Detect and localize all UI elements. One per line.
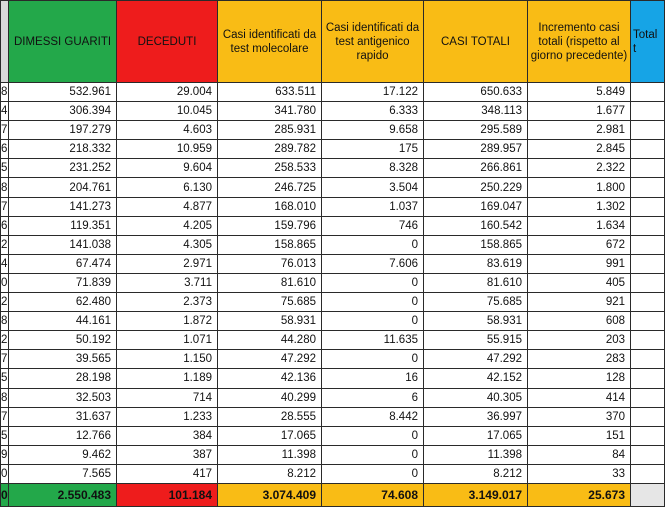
cell-molecolare: 158.865 — [218, 235, 322, 254]
cell-deceduti: 6.130 — [117, 178, 218, 197]
cell-incremento: 1.800 — [528, 178, 631, 197]
cell-cut: 7 — [1, 197, 9, 216]
cell-cut-right — [631, 121, 665, 140]
cell-totali: 160.542 — [424, 216, 528, 235]
cell-cut-right — [631, 159, 665, 178]
table-row — [1, 464, 665, 483]
cell-antigenico: 0 — [322, 312, 424, 331]
table-row — [1, 159, 665, 178]
cell-deceduti: 4.603 — [117, 121, 218, 140]
table-body — [1, 83, 665, 507]
cell-cut-right — [631, 426, 665, 445]
cell-incremento: 370 — [528, 407, 631, 426]
cell-deceduti: 714 — [117, 388, 218, 407]
table-row — [1, 216, 665, 235]
cell-dimessi: 28.198 — [9, 369, 117, 388]
cell-deceduti: 2.971 — [117, 254, 218, 273]
table-row — [1, 426, 665, 445]
cell-molecolare: 58.931 — [218, 312, 322, 331]
cell-totali: 289.957 — [424, 140, 528, 159]
cell-cut: 5 — [1, 426, 9, 445]
cell-dimessi: 31.637 — [9, 407, 117, 426]
cell-cut-right — [631, 350, 665, 369]
table-row — [1, 293, 665, 312]
cell-cut: 8 — [1, 83, 9, 102]
table-row — [1, 369, 665, 388]
cell-cut: 8 — [1, 178, 9, 197]
cell-incremento: 203 — [528, 331, 631, 350]
cell-antigenico: 0 — [322, 350, 424, 369]
cell-cut: 4 — [1, 102, 9, 121]
table-row — [1, 102, 665, 121]
cell-cut-right — [631, 273, 665, 292]
cell-antigenico: 0 — [322, 235, 424, 254]
cell-cut-right — [631, 464, 665, 483]
cell-deceduti: 10.959 — [117, 140, 218, 159]
cell-deceduti: 417 — [117, 464, 218, 483]
cell-incremento: 2.981 — [528, 121, 631, 140]
cell-antigenico: 0 — [322, 445, 424, 464]
cell-incremento: 5.849 — [528, 83, 631, 102]
cell-dimessi: 197.279 — [9, 121, 117, 140]
cell-dimessi: 32.503 — [9, 388, 117, 407]
table-row — [1, 121, 665, 140]
cell-molecolare: 285.931 — [218, 121, 322, 140]
cell-cut-right — [631, 369, 665, 388]
cell-cut-right — [631, 407, 665, 426]
cell-cut-right — [631, 197, 665, 216]
table-row — [1, 273, 665, 292]
cell-antigenico: 17.122 — [322, 83, 424, 102]
cell-antigenico: 0 — [322, 273, 424, 292]
cell-deceduti: 1.189 — [117, 369, 218, 388]
cell-deceduti: 10.045 — [117, 102, 218, 121]
cell-molecolare: 246.725 — [218, 178, 322, 197]
total-cell-molecolare: 3.074.409 — [218, 483, 322, 506]
cell-deceduti: 1.150 — [117, 350, 218, 369]
table-row — [1, 331, 665, 350]
cell-molecolare: 258.533 — [218, 159, 322, 178]
cell-antigenico: 9.658 — [322, 121, 424, 140]
cell-totali: 81.610 — [424, 273, 528, 292]
cell-cut: 6 — [1, 216, 9, 235]
table-row — [1, 83, 665, 102]
cell-totali: 47.292 — [424, 350, 528, 369]
table-row — [1, 140, 665, 159]
cell-molecolare: 47.292 — [218, 350, 322, 369]
cell-antigenico: 8.442 — [322, 407, 424, 426]
cell-cut-right — [631, 254, 665, 273]
cell-antigenico: 7.606 — [322, 254, 424, 273]
table-row — [1, 254, 665, 273]
cell-molecolare: 40.299 — [218, 388, 322, 407]
cell-cut: 9 — [1, 445, 9, 464]
cell-antigenico: 6.333 — [322, 102, 424, 121]
cell-dimessi: 9.462 — [9, 445, 117, 464]
cell-antigenico: 8.328 — [322, 159, 424, 178]
cell-totali: 348.113 — [424, 102, 528, 121]
cell-cut-right — [631, 102, 665, 121]
cell-molecolare: 76.013 — [218, 254, 322, 273]
header-casi-molecolare: Casi identificati da test molecolare — [218, 1, 322, 83]
cell-cut-right — [631, 235, 665, 254]
cell-cut: 5 — [1, 369, 9, 388]
cell-incremento: 1.634 — [528, 216, 631, 235]
cell-molecolare: 42.136 — [218, 369, 322, 388]
cell-antigenico: 3.504 — [322, 178, 424, 197]
cell-molecolare: 17.065 — [218, 426, 322, 445]
cell-dimessi: 71.839 — [9, 273, 117, 292]
cell-incremento: 672 — [528, 235, 631, 254]
header-casi-antigenico: Casi identificati da test antigenico rapido — [322, 1, 424, 83]
cell-dimessi: 12.766 — [9, 426, 117, 445]
cell-deceduti: 387 — [117, 445, 218, 464]
cell-dimessi: 67.474 — [9, 254, 117, 273]
cell-incremento: 283 — [528, 350, 631, 369]
cell-totali: 36.997 — [424, 407, 528, 426]
cell-totali: 8.212 — [424, 464, 528, 483]
cell-incremento: 608 — [528, 312, 631, 331]
cell-cut: 8 — [1, 388, 9, 407]
cell-deceduti: 4.305 — [117, 235, 218, 254]
cell-deceduti: 4.205 — [117, 216, 218, 235]
cell-cut: 5 — [1, 159, 9, 178]
cell-dimessi: 39.565 — [9, 350, 117, 369]
cell-incremento: 1.302 — [528, 197, 631, 216]
total-cell-totali: 3.149.017 — [424, 483, 528, 506]
cell-antigenico: 0 — [322, 426, 424, 445]
cell-incremento: 2.845 — [528, 140, 631, 159]
cell-deceduti: 9.604 — [117, 159, 218, 178]
cell-totali: 250.229 — [424, 178, 528, 197]
cell-dimessi: 44.161 — [9, 312, 117, 331]
cell-totali: 169.047 — [424, 197, 528, 216]
cell-cut-right — [631, 83, 665, 102]
cell-antigenico: 0 — [322, 464, 424, 483]
cell-totali: 42.152 — [424, 369, 528, 388]
cell-cut: 4 — [1, 254, 9, 273]
header-deceduti: DECEDUTI — [117, 1, 218, 83]
cell-cut-right — [631, 388, 665, 407]
cell-totali: 11.398 — [424, 445, 528, 464]
cell-incremento: 2.322 — [528, 159, 631, 178]
cell-cut-right — [631, 293, 665, 312]
cell-antigenico: 11.635 — [322, 331, 424, 350]
cell-cut-right — [631, 445, 665, 464]
total-cell-cut-right — [631, 483, 665, 506]
cell-molecolare: 289.782 — [218, 140, 322, 159]
cell-dimessi: 50.192 — [9, 331, 117, 350]
table-row — [1, 445, 665, 464]
cell-incremento: 921 — [528, 293, 631, 312]
cell-molecolare: 81.610 — [218, 273, 322, 292]
cell-incremento: 128 — [528, 369, 631, 388]
cell-molecolare: 633.511 — [218, 83, 322, 102]
cell-dimessi: 532.961 — [9, 83, 117, 102]
cell-molecolare: 28.555 — [218, 407, 322, 426]
cell-cut: 0 — [1, 273, 9, 292]
cell-cut-right — [631, 216, 665, 235]
cell-cut: 7 — [1, 121, 9, 140]
cell-deceduti: 2.373 — [117, 293, 218, 312]
cell-deceduti: 3.711 — [117, 273, 218, 292]
cell-molecolare: 8.212 — [218, 464, 322, 483]
cell-cut: 0 — [1, 464, 9, 483]
cell-cut: 7 — [1, 350, 9, 369]
cell-dimessi: 306.394 — [9, 102, 117, 121]
cell-molecolare: 341.780 — [218, 102, 322, 121]
cell-totali: 40.305 — [424, 388, 528, 407]
table-row — [1, 197, 665, 216]
table-row — [1, 312, 665, 331]
cell-dimessi: 7.565 — [9, 464, 117, 483]
cell-totali: 17.065 — [424, 426, 528, 445]
cell-totali: 58.931 — [424, 312, 528, 331]
cell-dimessi: 231.252 — [9, 159, 117, 178]
header-row — [1, 1, 665, 83]
cell-molecolare: 11.398 — [218, 445, 322, 464]
header-casi-totali: CASI TOTALI — [424, 1, 528, 83]
cell-totali: 83.619 — [424, 254, 528, 273]
cell-molecolare: 168.010 — [218, 197, 322, 216]
totals-row — [1, 483, 665, 506]
header-cut-column — [1, 1, 9, 83]
cell-incremento: 991 — [528, 254, 631, 273]
cell-cut: 2 — [1, 331, 9, 350]
total-cell-antigenico: 74.608 — [322, 483, 424, 506]
cell-antigenico: 746 — [322, 216, 424, 235]
total-cell-incremento: 25.673 — [528, 483, 631, 506]
cell-antigenico: 175 — [322, 140, 424, 159]
cell-antigenico: 16 — [322, 369, 424, 388]
cell-dimessi: 62.480 — [9, 293, 117, 312]
cell-antigenico: 1.037 — [322, 197, 424, 216]
cell-deceduti: 1.233 — [117, 407, 218, 426]
cell-cut: 6 — [1, 140, 9, 159]
header-total-cut: Total t — [631, 1, 665, 83]
cell-cut: 2 — [1, 293, 9, 312]
table-row — [1, 235, 665, 254]
total-cell-deceduti: 101.184 — [117, 483, 218, 506]
table-row — [1, 350, 665, 369]
total-cell-cut: 0 — [1, 483, 9, 506]
cell-totali: 650.633 — [424, 83, 528, 102]
cell-incremento: 84 — [528, 445, 631, 464]
cell-antigenico: 0 — [322, 293, 424, 312]
cell-totali: 55.915 — [424, 331, 528, 350]
cell-totali: 295.589 — [424, 121, 528, 140]
cell-incremento: 405 — [528, 273, 631, 292]
cell-incremento: 414 — [528, 388, 631, 407]
cell-dimessi: 141.038 — [9, 235, 117, 254]
cell-cut: 8 — [1, 312, 9, 331]
cell-molecolare: 159.796 — [218, 216, 322, 235]
cell-deceduti: 1.872 — [117, 312, 218, 331]
header-incremento-casi: Incremento casi totali (rispetto al giorno precedente) — [528, 1, 631, 83]
cell-dimessi: 119.351 — [9, 216, 117, 235]
cell-totali: 266.861 — [424, 159, 528, 178]
cell-totali: 75.685 — [424, 293, 528, 312]
cell-cut-right — [631, 312, 665, 331]
header-dimessi-guariti: DIMESSI GUARITI — [9, 1, 117, 83]
cell-dimessi: 204.761 — [9, 178, 117, 197]
cell-cut: 7 — [1, 407, 9, 426]
cell-cut: 2 — [1, 235, 9, 254]
cell-incremento: 1.677 — [528, 102, 631, 121]
cell-totali: 158.865 — [424, 235, 528, 254]
cell-dimessi: 141.273 — [9, 197, 117, 216]
cell-deceduti: 29.004 — [117, 83, 218, 102]
table-row — [1, 407, 665, 426]
cell-molecolare: 44.280 — [218, 331, 322, 350]
cell-incremento: 151 — [528, 426, 631, 445]
cell-cut-right — [631, 140, 665, 159]
cell-deceduti: 4.877 — [117, 197, 218, 216]
cell-molecolare: 75.685 — [218, 293, 322, 312]
table-row — [1, 178, 665, 197]
cell-incremento: 33 — [528, 464, 631, 483]
cell-dimessi: 218.332 — [9, 140, 117, 159]
cell-deceduti: 384 — [117, 426, 218, 445]
cell-deceduti: 1.071 — [117, 331, 218, 350]
table-row — [1, 388, 665, 407]
cell-cut-right — [631, 331, 665, 350]
total-cell-dimessi: 2.550.483 — [9, 483, 117, 506]
cell-antigenico: 6 — [322, 388, 424, 407]
cell-cut-right — [631, 178, 665, 197]
